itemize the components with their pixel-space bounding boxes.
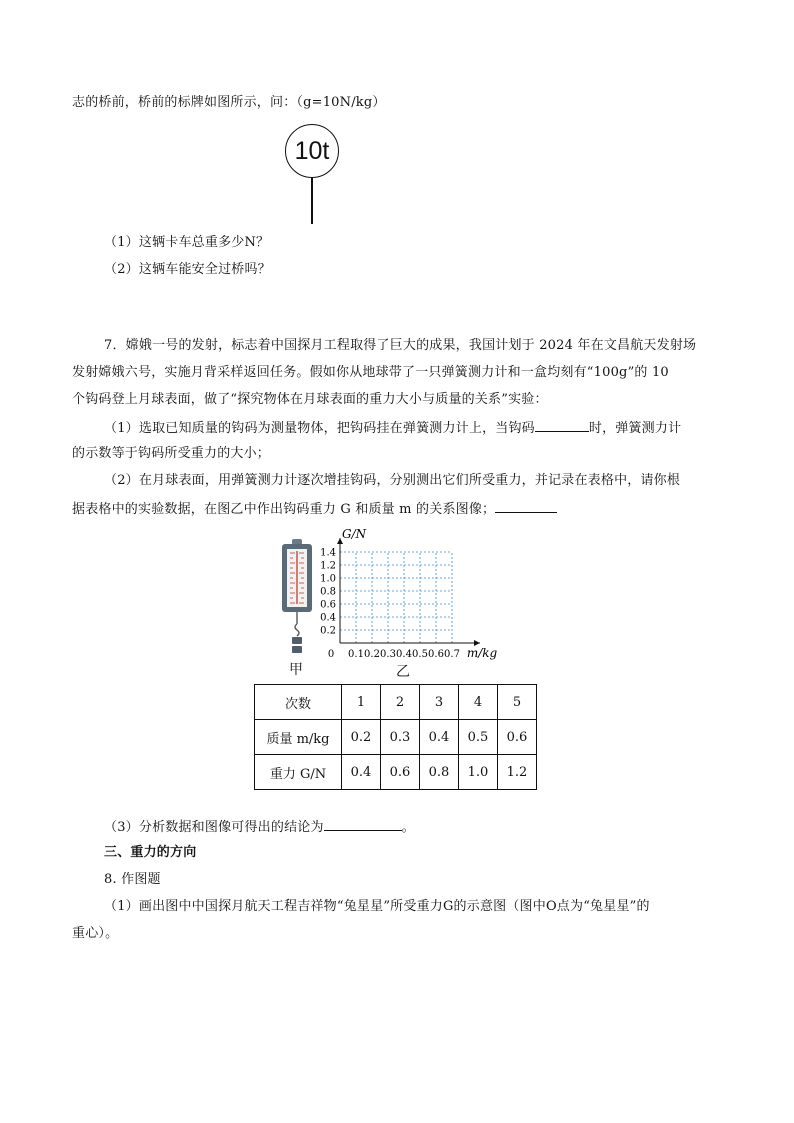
table-header-cell: 4 bbox=[459, 685, 498, 720]
y-tick-label: 0.6 bbox=[320, 599, 336, 611]
y-tick-label: 1.4 bbox=[320, 547, 336, 559]
question-7-line-3: 个钩码登上月球表面，做了“探究物体在月球表面的重力大小与质量的关系”实验： bbox=[72, 392, 548, 407]
question-7-part-3 bbox=[104, 817, 415, 837]
y-tick-label: 0.8 bbox=[320, 586, 336, 598]
table-header-row bbox=[255, 685, 537, 720]
table-cell: 1.2 bbox=[498, 755, 537, 790]
table-header-cell: 1 bbox=[342, 685, 381, 720]
answer-blank-1[interactable] bbox=[535, 418, 589, 432]
origin-label: 0 bbox=[327, 649, 335, 660]
question-7-line-1: 7．嫦娥一号的发射，标志着中国探月工程取得了巨大的成果，我国计划于 2024 年在文昌航天发射场 bbox=[104, 338, 697, 353]
question-7-part-1 bbox=[104, 418, 681, 438]
question-7-part-1-cont: 的示数等于钩码所受重力的大小； bbox=[72, 446, 271, 461]
table-row-mass bbox=[255, 720, 537, 755]
figure-label-jia: 甲 bbox=[289, 662, 303, 678]
x-tick-label: 0.5 bbox=[412, 649, 428, 660]
table-cell: 0.5 bbox=[459, 720, 498, 755]
table-header-cell: 次数 bbox=[255, 685, 342, 720]
table-cell: 重力 G/N bbox=[255, 755, 342, 790]
x-tick-label: 0.6 bbox=[428, 649, 444, 660]
part-3-text-a: （3）分析数据和图像可得出的结论为 bbox=[104, 820, 324, 835]
part-1-text-a: （1）选取已知质量的钩码为测量物体，把钩码挂在弹簧测力计上，当钩码 bbox=[104, 421, 535, 436]
x-tick-label: 0.7 bbox=[444, 649, 460, 660]
answer-blank-2[interactable] bbox=[495, 499, 557, 513]
y-tick-label: 0.2 bbox=[320, 625, 336, 637]
x-tick-label: 0.2 bbox=[364, 649, 380, 660]
table-cell: 0.8 bbox=[420, 755, 459, 790]
section-heading: 三、重力的方向 bbox=[104, 845, 197, 860]
spring-scale-figure bbox=[278, 538, 318, 658]
table-cell: 0.2 bbox=[342, 720, 381, 755]
question-8-part-1-cont: 重心）。 bbox=[72, 926, 119, 941]
question-7-line-2: 发射嫦娥六号，实施月背采样返回任务。假如你从地球带了一只弹簧测力计和一盒均刻有“100g”的 10 bbox=[72, 365, 669, 380]
bridge-sign bbox=[285, 124, 339, 178]
table-cell: 0.4 bbox=[342, 755, 381, 790]
sign-value: 10t bbox=[294, 136, 330, 165]
sign-pole bbox=[311, 178, 313, 224]
question-8-part-1: （1）画出图中中国探月航天工程吉祥物“兔星星”所受重力G的示意图（图中O点为“兔星星”的 bbox=[104, 899, 650, 914]
y-tick-label: 1.2 bbox=[320, 560, 336, 572]
hook-weight-1 bbox=[292, 637, 302, 644]
hook-weight-2 bbox=[292, 646, 302, 653]
scale-hook bbox=[295, 624, 299, 636]
part-2-text: 据表格中的实验数据，在图乙中作出钩码重力 G 和质量 m 的关系图像； bbox=[72, 502, 496, 517]
y-tick-label: 0.4 bbox=[320, 612, 336, 624]
table-header-cell: 2 bbox=[381, 685, 420, 720]
gravity-mass-chart bbox=[320, 525, 510, 670]
table-header-cell: 3 bbox=[420, 685, 459, 720]
figure-label-yi: 乙 bbox=[396, 664, 410, 680]
x-tick-label: 0.3 bbox=[380, 649, 396, 660]
x-axis-label: m/kg bbox=[466, 646, 498, 660]
x-tick-label: 0.1 bbox=[348, 649, 364, 660]
table-cell: 0.6 bbox=[381, 755, 420, 790]
table-cell: 0.4 bbox=[420, 720, 459, 755]
question-7-part-2: （2）在月球表面，用弹簧测力计逐次增挂钩码，分别测出它们所受重力，并记录在表格中，请你根 bbox=[104, 473, 681, 488]
part-1-text-b: 时，弹簧测力计 bbox=[588, 421, 682, 436]
part-3-text-b: 。 bbox=[401, 820, 415, 835]
question-6-1: （1）这辆卡车总重多少N？ bbox=[104, 235, 270, 250]
table-cell: 0.3 bbox=[381, 720, 420, 755]
question-6-2: （2）这辆车能安全过桥吗？ bbox=[104, 262, 271, 277]
y-axis-label: G/N bbox=[342, 527, 367, 541]
y-tick-label: 1.0 bbox=[320, 573, 336, 585]
table-row-gravity bbox=[255, 755, 537, 790]
table-cell: 质量 m/kg bbox=[255, 720, 342, 755]
intro-line: 志的桥前，桥前的标牌如图所示，问：（g=10N/kg） bbox=[72, 95, 386, 110]
x-tick-label: 0.4 bbox=[396, 649, 412, 660]
data-table bbox=[254, 684, 537, 790]
answer-blank-3[interactable] bbox=[324, 817, 402, 831]
question-7-part-2-cont bbox=[72, 499, 557, 519]
table-header-cell: 5 bbox=[498, 685, 537, 720]
table-cell: 1.0 bbox=[459, 755, 498, 790]
question-8-title: 8. 作图题 bbox=[104, 872, 161, 887]
table-cell: 0.6 bbox=[498, 720, 537, 755]
